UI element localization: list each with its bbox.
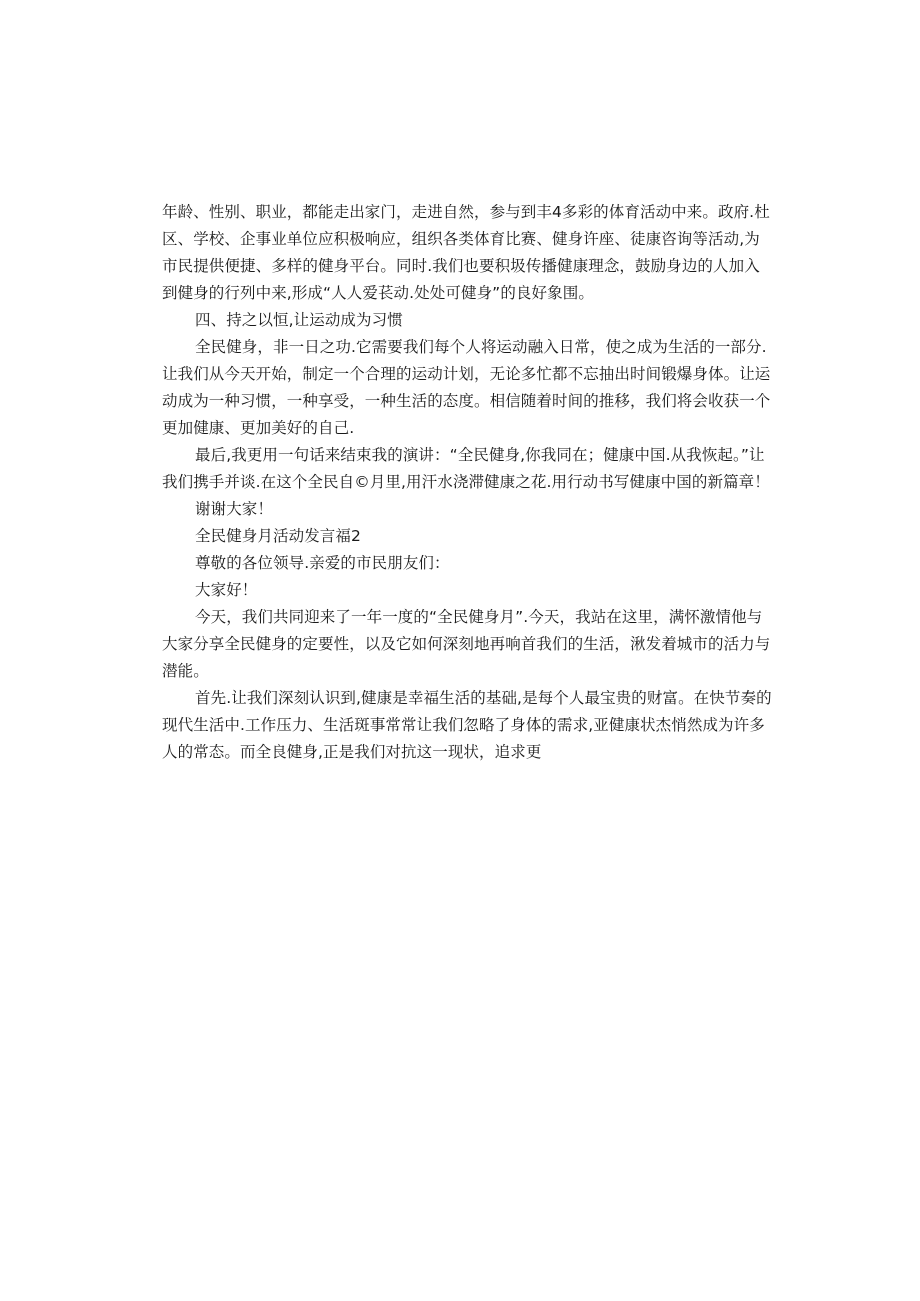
section-heading-4: 四、持之以恒,让运动成为习惯 (195, 311, 403, 329)
paragraph: 最后,我更用一句话来结束我的演讲：“全民健身,你我同在；健康中国.从我恢起。”让我们携手并谈.在这个全民自©月里,用汗水浇滞健康之花.用行动书写健康中国的新篇章！ (162, 446, 770, 491)
paragraph: 全民健身，非一日之功.它需要我们每个人将运动融入日常，使之成为生活的一部分.让我们从今天开始，制定一个合理的运动计划，无论多忙都不忘抽出时间锻爆身体。让运动成为一种习惯，一种享受，一种生活的态度。相信随着时间的推移，我们将会收获一个更加健康、更加美好的自己. (162, 338, 771, 437)
closing-thanks: 谢谢大家！ (195, 500, 274, 518)
speech-title: 全民健身月活动发言福2 (195, 527, 361, 545)
greeting: 大家好！ (195, 581, 258, 599)
salutation: 尊敬的各位领导.亲爱的市民朋友们： (195, 554, 450, 572)
document-body (162, 199, 772, 766)
paragraph: 今天，我们共同迎来了一年一度的“全民健身月”.今天，我站在这里，满怀激情他与大家分享全民健身的定要性，以及它如何深刻地再响首我们的生活，湫发着城市的活力与潜能。 (162, 608, 771, 680)
paragraph-continuation: 年龄、性别、职业，都能走出家门，走进自然，参与到丰4多彩的体育活动中来。政府.杜区、学校、企事业单位应积极响应，组织各类体育比赛、健身许座、徒康咨询等活动,为市民提供便捷、多样的健身平台。同时.我们也要积圾传播健康理念，鼓励身边的人加入到健身的行列中来,形成“人人爱苌动.处处可健身”的良好象围。 (162, 203, 770, 302)
paragraph: 首先.让我们深刻认识到,健康是幸福生活的基础,是每个人最宝贵的财富。在快节奏的现代生活中.工作压力、生活斑事常常让我们忽略了身体的需求,亚健康状杰悄然成为许多人的常态。而全良健身,正是我们对抗这一现状，追求更 (162, 689, 772, 761)
